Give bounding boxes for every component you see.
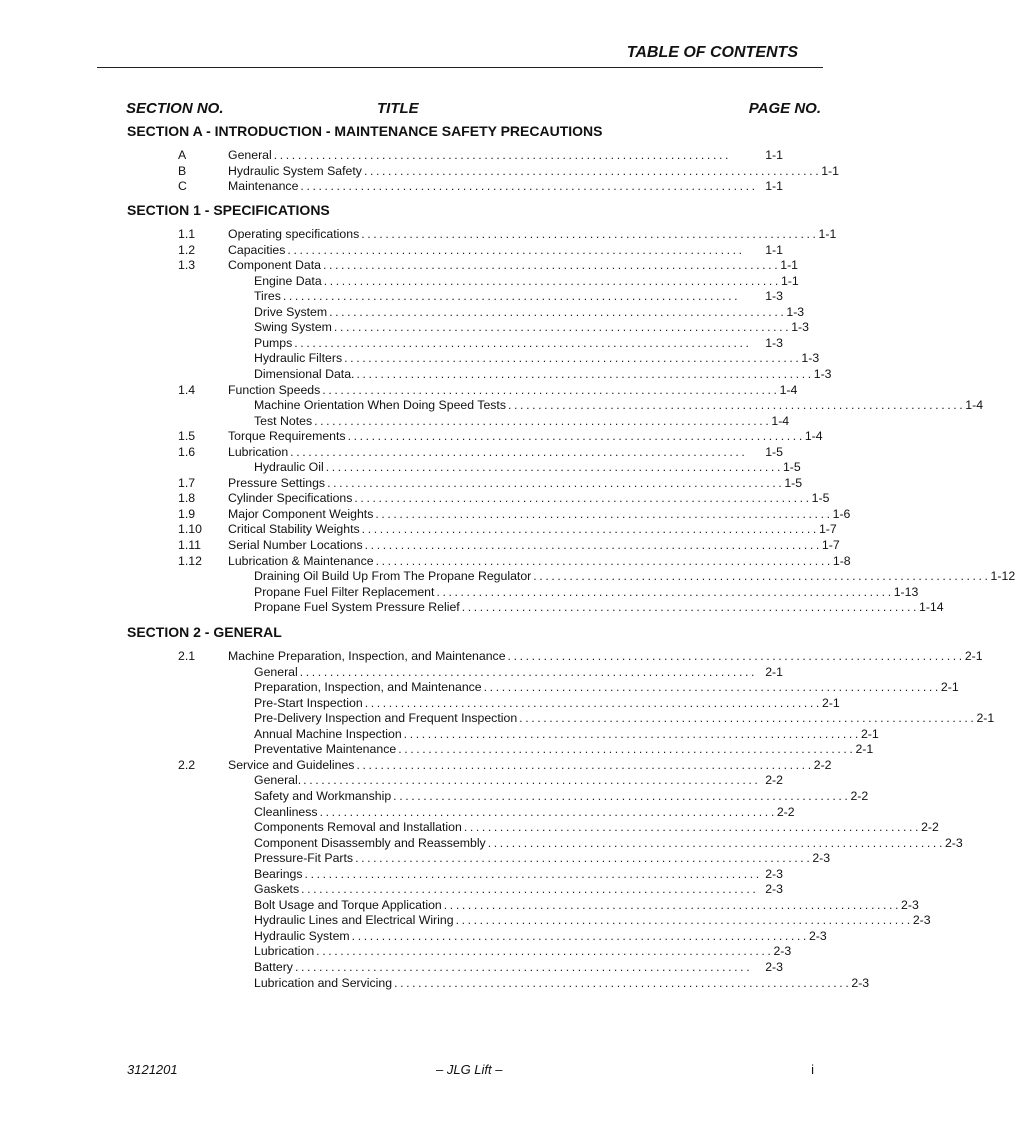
dot-leader: ............................................................................	[463, 820, 922, 835]
dot-leader: ............................................................................	[322, 382, 780, 397]
toc-entry[interactable]	[0, 665, 866, 681]
toc-entry[interactable]	[0, 788, 869, 805]
toc-entry[interactable]	[0, 882, 866, 898]
toc-entry-page: 2-3	[901, 897, 919, 912]
toc-entry[interactable]	[0, 569, 1015, 585]
dot-leader: ............................................................................	[455, 913, 913, 928]
toc-entry[interactable]	[0, 522, 866, 538]
footer-document-number: 3121201	[127, 1062, 178, 1077]
toc-entry-page: 1-5	[811, 491, 830, 506]
toc-entry-title: Drive System	[254, 304, 328, 319]
toc-entry-title: Operating specifications	[228, 227, 360, 241]
toc-entry-page: 2-1	[964, 649, 983, 663]
toc-entry-page: 2-3	[773, 944, 792, 959]
toc-entry[interactable]	[0, 773, 866, 789]
dot-leader: ............................................................................	[323, 273, 781, 288]
toc-entry[interactable]	[0, 320, 866, 336]
toc-entry-title: Hydraulic System Safety	[228, 163, 362, 178]
toc-entry-number: 1.3	[178, 258, 196, 273]
toc-entry[interactable]	[0, 944, 866, 960]
toc-entry-page: 1-1	[765, 242, 783, 257]
dot-leader: ............................................................................	[364, 695, 822, 710]
dot-leader: ............................................................................	[393, 788, 851, 803]
toc-entry-title: Component Data	[228, 258, 321, 273]
toc-entry-page: 1-12	[990, 569, 1015, 584]
dot-leader: ............................................................................	[403, 726, 861, 741]
dot-leader: ............................................................................	[461, 600, 919, 615]
toc-entry[interactable]	[0, 805, 866, 821]
toc-entry-page: 2-3	[812, 851, 831, 866]
toc-entry[interactable]	[0, 445, 866, 461]
toc-entry-page: 1-4	[804, 429, 823, 444]
toc-entry-title: Components Removal and Installation	[254, 820, 462, 835]
toc-entry[interactable]	[0, 414, 866, 430]
dot-leader: ............................................................................	[363, 163, 822, 178]
toc-entry-number: 1.7	[178, 475, 196, 490]
toc-entry[interactable]	[0, 507, 866, 523]
dot-leader: ............................................................................	[333, 320, 792, 335]
toc-entry[interactable]	[0, 305, 866, 321]
column-heading-section: SECTION NO.	[126, 100, 224, 117]
toc-entry[interactable]	[0, 164, 866, 180]
toc-entry[interactable]	[0, 711, 995, 727]
dot-leader: ............................................................................	[327, 475, 785, 490]
toc-entry-title: Gaskets	[254, 882, 300, 897]
toc-entry-title: Lubrication and Servicing	[254, 975, 393, 990]
toc-entry[interactable]	[0, 600, 944, 616]
dot-leader: ............................................................................	[303, 773, 761, 788]
toc-entry[interactable]	[0, 726, 879, 743]
toc-entry-page: 2-1	[860, 726, 879, 741]
toc-entry-title: General.	[254, 773, 302, 788]
toc-entry-page: 2-3	[765, 866, 783, 881]
dot-leader: ............................................................................	[319, 804, 777, 819]
toc-entry-page: 1-14	[919, 600, 944, 615]
toc-entry-page: 1-1	[765, 179, 783, 194]
toc-entry-page: 2-1	[940, 680, 959, 695]
dot-leader: ............................................................................	[355, 851, 813, 866]
toc-entry[interactable]	[0, 336, 866, 352]
toc-entry[interactable]	[0, 897, 919, 914]
dot-leader: ............................................................................	[508, 398, 966, 413]
toc-entry-page: 2-3	[808, 928, 827, 943]
toc-entry-title: Machine Orientation When Doing Speed Tests	[254, 398, 507, 413]
toc-entry-page: 1-5	[782, 460, 801, 475]
toc-entry[interactable]	[0, 148, 866, 164]
dot-leader: ............................................................................	[344, 351, 802, 366]
toc-entry-title: Service and Guidelines	[228, 757, 355, 772]
toc-entry[interactable]	[0, 929, 866, 945]
toc-entry[interactable]	[0, 835, 963, 852]
dot-leader: ............................................................................	[483, 680, 941, 695]
dot-leader: ............................................................................	[487, 835, 945, 850]
dot-leader: ............................................................................	[356, 366, 814, 381]
toc-entry[interactable]	[0, 851, 866, 867]
dot-leader: ............................................................................	[301, 882, 759, 897]
toc-entry-title: Function Speeds	[228, 382, 321, 397]
toc-entry-page: 1-5	[784, 475, 803, 490]
toc-entry-title: Battery	[254, 960, 293, 974]
dot-leader: ............................................................................	[329, 304, 787, 319]
toc-entry-page: 2-2	[921, 820, 939, 835]
toc-entry-title: Serial Number Locations	[228, 538, 363, 552]
dot-leader: ............................................................................	[300, 179, 758, 194]
toc-entry-number: 1.10	[178, 522, 202, 537]
toc-entry-title: Component Disassembly and Reassembly	[254, 835, 486, 850]
dot-leader: ............................................................................	[507, 649, 965, 663]
toc-entry[interactable]	[0, 742, 874, 758]
toc-entry-page: 1-8	[832, 553, 851, 568]
toc-entry-page: 1-1	[780, 258, 799, 273]
footer-brand: – JLG Lift –	[436, 1062, 503, 1077]
toc-entry-title: Lubrication	[254, 944, 315, 959]
toc-entry-title: Hydraulic Filters	[254, 351, 343, 366]
toc-entry-page: 1-3	[813, 366, 832, 381]
toc-entry-page: 1-3	[791, 320, 809, 335]
toc-entry-page: 2-3	[765, 960, 783, 974]
toc-entry[interactable]	[0, 179, 866, 195]
toc-entry[interactable]	[0, 227, 866, 243]
toc-entry-number: A	[178, 148, 187, 162]
header-title: TABLE OF CONTENTS	[626, 44, 798, 61]
column-heading-page: PAGE NO.	[748, 100, 821, 117]
toc-entry-page: 2-1	[976, 711, 995, 726]
toc-entry[interactable]	[0, 867, 866, 883]
toc-entry-title: Capacities	[228, 242, 286, 257]
toc-entry-page: 1-1	[818, 227, 837, 241]
toc-entry-title: Hydraulic System	[254, 928, 350, 943]
toc-entry-page: 1-7	[818, 522, 837, 537]
toc-entry-title: Hydraulic Oil	[254, 460, 324, 475]
toc-entry-page: 1-3	[786, 304, 805, 319]
toc-entry-title: Hydraulic Lines and Electrical Wiring	[254, 913, 454, 928]
toc-entry-number: 1.8	[178, 491, 196, 506]
toc-entry-title: Bolt Usage and Torque Application	[254, 897, 442, 912]
dot-leader: ............................................................................	[361, 227, 819, 241]
toc-entry-number: 1.2	[178, 242, 196, 257]
toc-entry[interactable]	[0, 649, 983, 665]
toc-entry[interactable]	[0, 680, 959, 696]
toc-entry-number: 1.11	[178, 538, 202, 552]
dot-leader: ............................................................................	[443, 897, 902, 912]
toc-entry-page: 1-5	[765, 444, 783, 459]
toc-entry-title: Bearings	[254, 866, 303, 881]
dot-leader: ............................................................................	[273, 148, 732, 162]
toc-entry-page: 1-1	[765, 148, 783, 162]
toc-entry-title: General	[254, 664, 298, 679]
toc-entry[interactable]	[0, 554, 866, 570]
toc-entry[interactable]	[0, 584, 919, 601]
toc-entry-title: Cleanliness	[254, 804, 318, 819]
toc-entry[interactable]	[0, 960, 866, 976]
dot-leader: ............................................................................	[316, 944, 774, 959]
toc-entry-title: Swing System	[254, 320, 332, 335]
toc-entry[interactable]	[0, 383, 866, 399]
toc-entry-title: Lubrication	[228, 444, 289, 459]
toc-entry-page: 2-2	[850, 788, 869, 803]
toc-entry-page: 2-3	[851, 975, 870, 990]
toc-entry-title: General	[228, 148, 272, 162]
toc-entry-title: Pre-Start Inspection	[254, 695, 363, 710]
toc-entry-page: 1-1	[821, 163, 839, 178]
toc-entry-page: 1-1	[780, 273, 799, 288]
toc-entry-page: 2-1	[821, 695, 840, 710]
toc-entry-title: Cylinder Specifications	[228, 491, 353, 506]
toc-entry-title: Annual Machine Inspection	[254, 726, 402, 741]
dot-leader: ............................................................................	[294, 335, 752, 350]
toc-entry[interactable]	[0, 351, 866, 367]
dot-leader: ............................................................................	[282, 289, 741, 304]
section-heading: SECTION A - INTRODUCTION - MAINTENANCE SAFETY PRECAUTIONS	[127, 123, 603, 139]
toc-entry[interactable]	[0, 429, 866, 445]
toc-entry-title: Critical Stability Weights	[228, 522, 360, 537]
toc-entry-title: Engine Data	[254, 273, 322, 288]
toc-entry[interactable]	[0, 476, 866, 492]
dot-leader: ............................................................................	[294, 960, 753, 974]
toc-entry-page: 1-13	[893, 584, 919, 599]
toc-entry[interactable]	[0, 975, 870, 992]
toc-entry-title: Lubrication & Maintenance	[228, 553, 374, 568]
toc-entry-page: 2-3	[944, 835, 963, 850]
toc-entry-title: Preparation, Inspection, and Maintenance	[254, 680, 482, 695]
toc-entry[interactable]	[0, 258, 866, 274]
toc-entry[interactable]	[0, 460, 866, 476]
toc-entry-page: 2-1	[765, 664, 783, 679]
toc-entry[interactable]	[0, 913, 931, 929]
toc-entry-number: B	[178, 163, 187, 178]
toc-entry-page: 2-2	[765, 773, 783, 788]
dot-leader: ............................................................................	[325, 460, 783, 475]
toc-entry[interactable]	[0, 274, 866, 290]
toc-entry-number: 1.6	[178, 444, 196, 459]
toc-entry-number: 1.1	[178, 227, 196, 241]
section-heading: SECTION 2 - GENERAL	[127, 624, 282, 640]
dot-leader: ............................................................................	[436, 584, 894, 599]
toc-entry-page: 2-2	[813, 757, 832, 772]
toc-entry-title: Propane Fuel System Pressure Relief	[254, 600, 460, 615]
dot-leader: ............................................................................	[347, 429, 805, 444]
dot-leader: ............................................................................	[287, 242, 745, 257]
dot-leader: ............................................................................	[398, 742, 856, 757]
column-heading-title: TITLE	[377, 100, 419, 117]
toc-entry-page: 1-4	[779, 382, 798, 397]
toc-entry[interactable]	[0, 398, 984, 414]
toc-entry-title: Major Component Weights	[228, 506, 374, 521]
toc-entry-number: 2.1	[178, 649, 196, 663]
toc-entry-title: Machine Preparation, Inspection, and Maintenance	[228, 649, 506, 663]
dot-leader: ............................................................................	[519, 711, 977, 726]
dot-leader: ............................................................................	[375, 506, 833, 521]
dot-leader: ............................................................................	[351, 928, 809, 943]
dot-leader: ............................................................................	[356, 757, 814, 772]
toc-entry-page: 1-7	[821, 538, 840, 552]
toc-entry[interactable]	[0, 491, 866, 507]
dot-leader: ............................................................................	[354, 491, 812, 506]
toc-entry-number: 1.12	[178, 553, 202, 568]
toc-entry-number: 2.2	[178, 757, 196, 772]
dot-leader: ............................................................................	[533, 569, 991, 584]
toc-entry-page: 1-3	[765, 289, 783, 304]
toc-entry-title: Maintenance	[228, 179, 299, 194]
toc-entry-page: 1-3	[801, 351, 820, 366]
toc-entry-title: Pre-Delivery Inspection and Frequent Inspection	[254, 711, 518, 726]
toc-entry-title: Pumps	[254, 335, 293, 350]
dot-leader: ............................................................................	[364, 538, 822, 552]
toc-entry-page: 2-3	[912, 913, 931, 928]
section-heading: SECTION 1 - SPECIFICATIONS	[127, 202, 330, 218]
dot-leader: ............................................................................	[361, 522, 819, 537]
toc-entry-number: 1.9	[178, 506, 196, 521]
toc-entry[interactable]	[0, 289, 866, 305]
toc-entry-title: Draining Oil Build Up From The Propane Regulator	[254, 569, 532, 584]
toc-entry-number: 1.5	[178, 429, 196, 444]
toc-entry-title: Safety and Workmanship	[254, 788, 392, 803]
toc-entry-title: Dimensional Data.	[254, 366, 355, 381]
toc-entry-page: 1-4	[965, 398, 984, 413]
toc-entry-title: Propane Fuel Filter Replacement	[254, 584, 435, 599]
dot-leader: ............................................................................	[299, 664, 758, 679]
toc-entry-title: Pressure-Fit Parts	[254, 851, 354, 866]
toc-entry-title: Preventative Maintenance	[254, 742, 397, 757]
toc-entry-number: C	[178, 179, 187, 194]
toc-entry-page: 1-3	[765, 335, 783, 350]
dot-leader: ............................................................................	[375, 553, 833, 568]
toc-entry-title: Tires	[254, 289, 281, 304]
toc-entry-page: 2-3	[765, 882, 783, 897]
dot-leader: ............................................................................	[290, 444, 748, 459]
toc-entry[interactable]	[0, 696, 866, 712]
toc-entry-page: 1-6	[832, 506, 851, 521]
toc-entry[interactable]	[0, 538, 866, 554]
toc-entry[interactable]	[0, 243, 866, 259]
toc-entry-page: 2-2	[776, 804, 795, 819]
toc-entry-page: 1-4	[771, 413, 790, 428]
toc-entry-title: Torque Requirements	[228, 429, 346, 444]
toc-entry-page: 2-1	[855, 742, 874, 757]
dot-leader: ............................................................................	[394, 975, 852, 990]
toc-entry-title: Test Notes	[254, 413, 313, 428]
toc-entry[interactable]	[0, 367, 866, 383]
toc-entry-number: 1.4	[178, 382, 196, 397]
dot-leader: ............................................................................	[322, 258, 781, 273]
dot-leader: ............................................................................	[314, 413, 772, 428]
footer-page-number: i	[811, 1062, 814, 1077]
toc-entry-title: Pressure Settings	[228, 475, 326, 490]
toc-entry[interactable]	[0, 758, 866, 774]
toc-entry[interactable]	[0, 820, 939, 836]
dot-leader: ............................................................................	[304, 866, 762, 881]
